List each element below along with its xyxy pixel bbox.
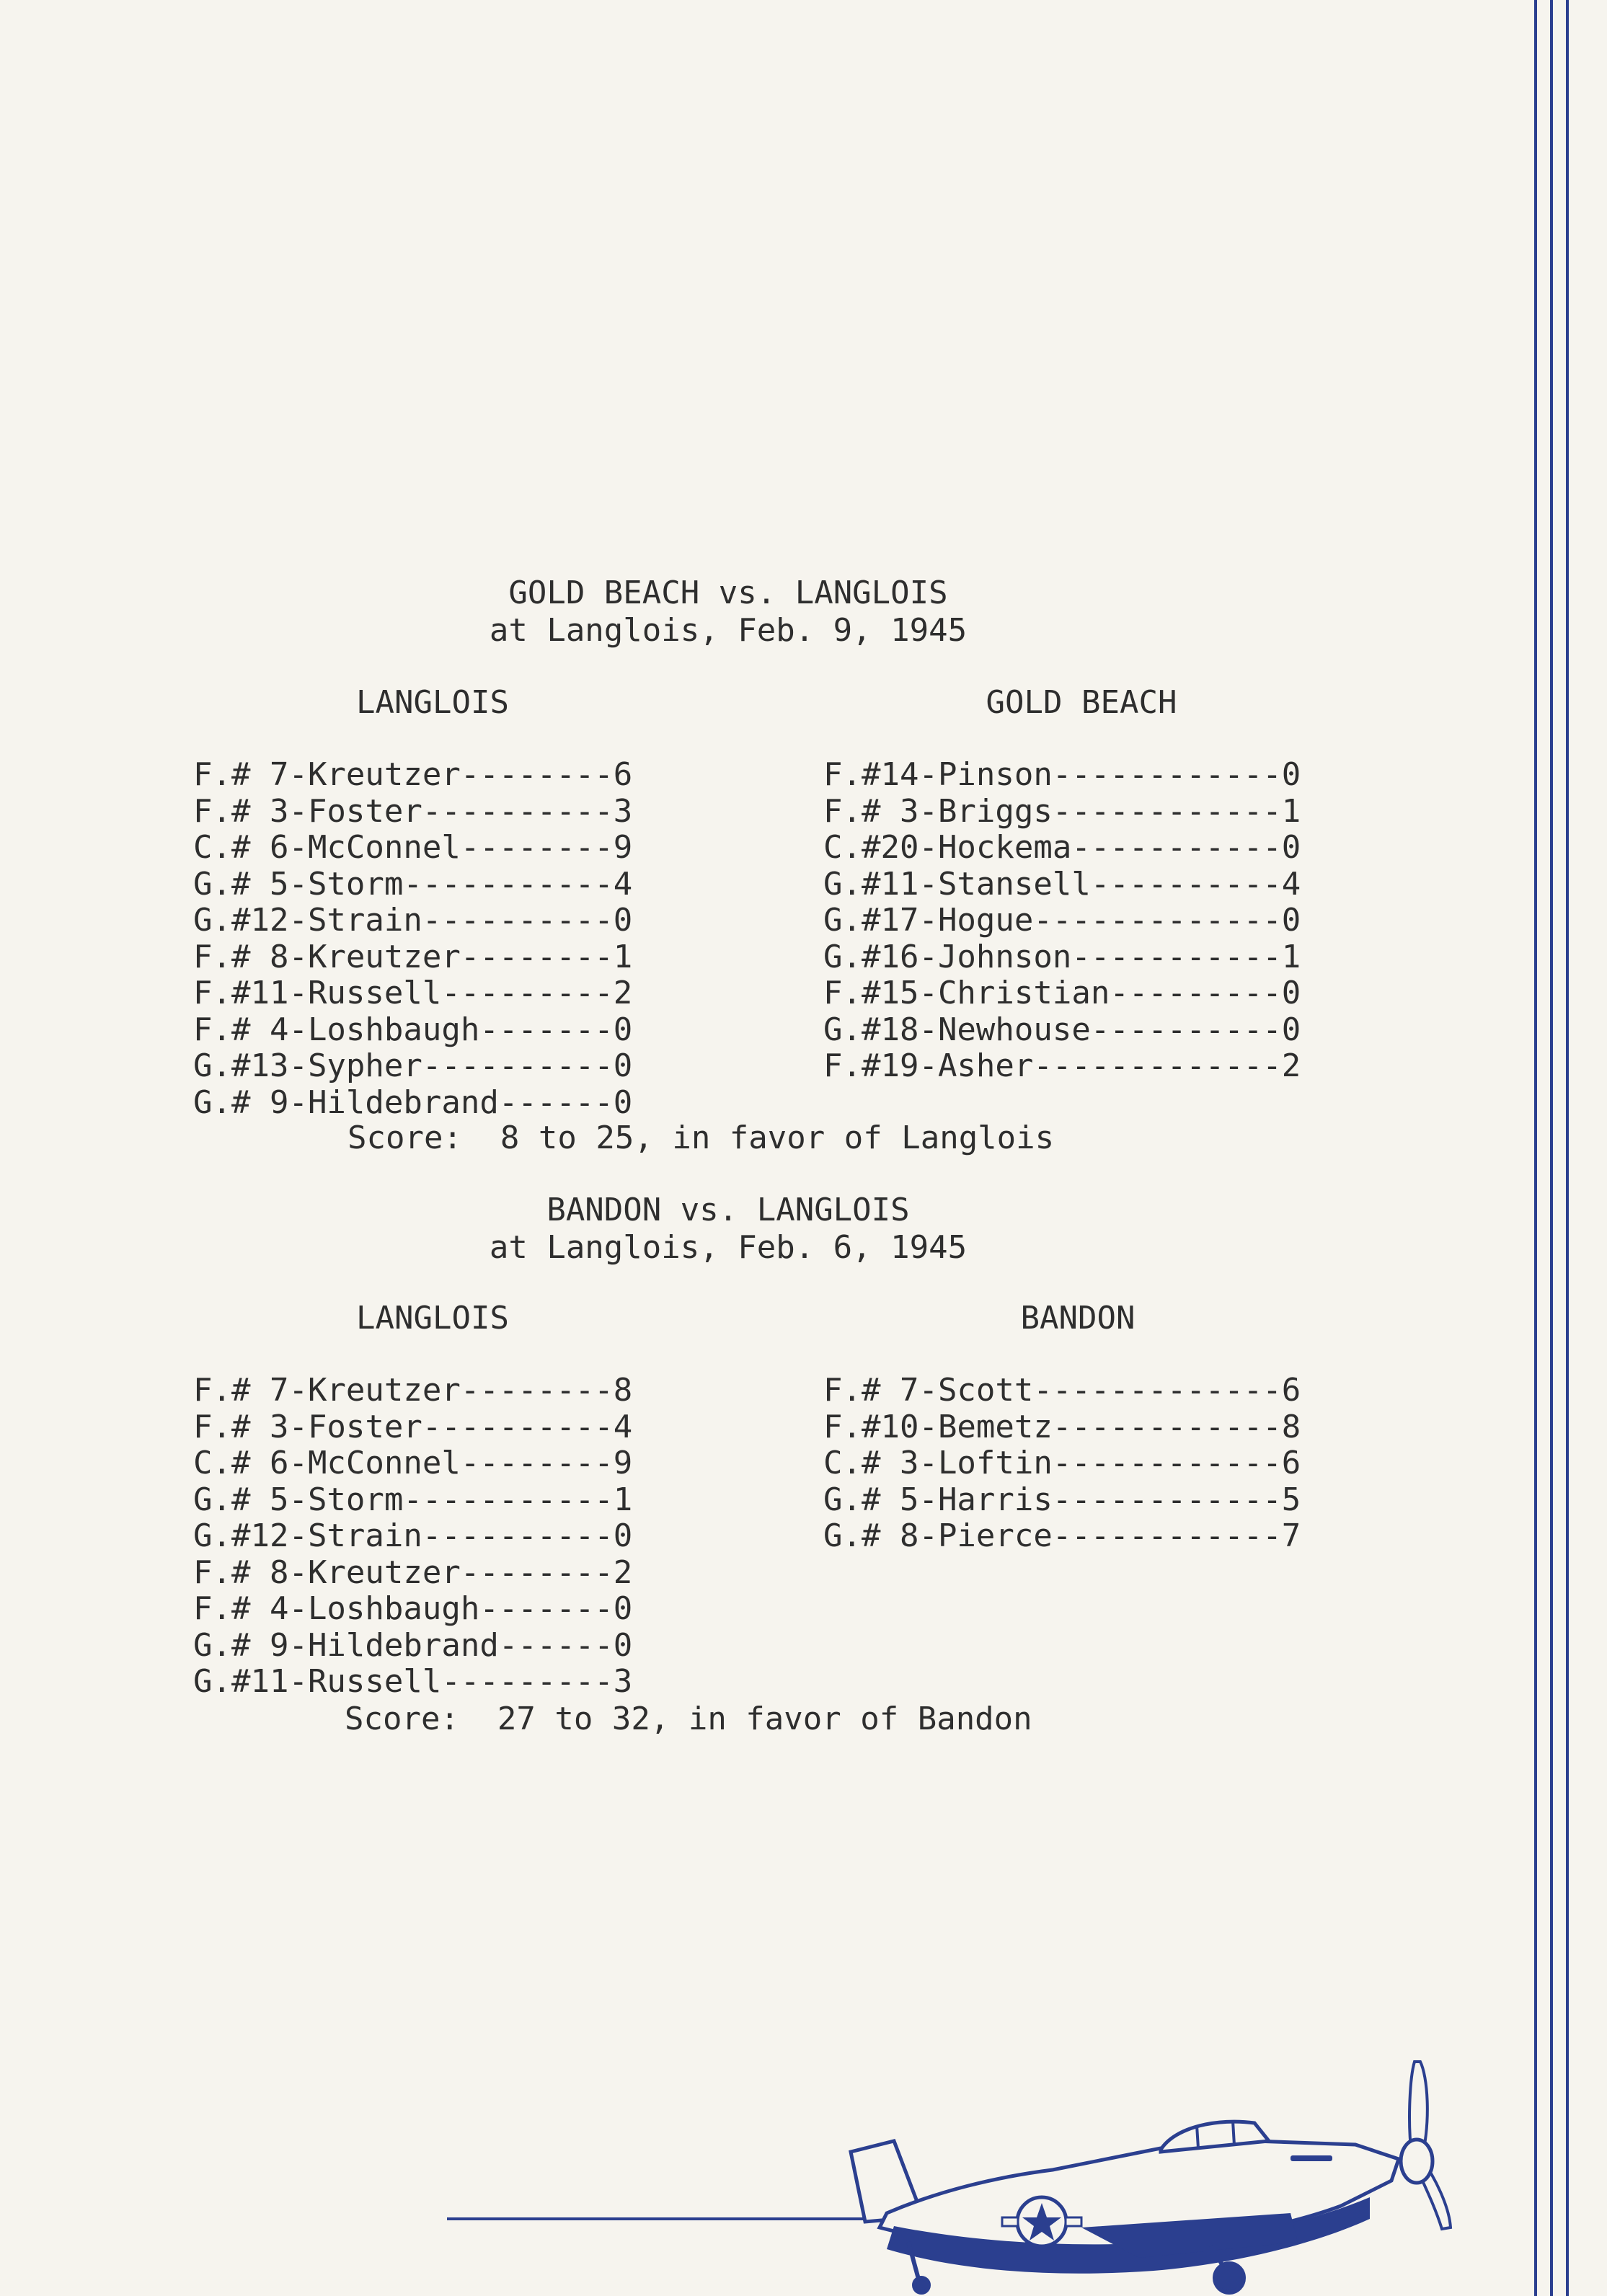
border-line-3 [1566,0,1569,2296]
player-line: F.#10-Bemetz------------8 [823,1408,1301,1445]
game2-title: BANDON vs. LANGLOIS [546,1192,910,1228]
player-line: G.# 5-Storm-----------4 [193,865,633,903]
border-line-1 [1534,0,1537,2296]
game1-right-team: GOLD BEACH [986,684,1177,721]
player-line: F.#19-Asher-------------2 [823,1047,1301,1084]
game2-right-team: BANDON [1020,1300,1135,1337]
player-line: G.#17-Hogue-------------0 [823,902,1301,939]
player-line: G.# 9-Hildebrand------0 [193,1626,633,1664]
player-line: G.#12-Strain----------0 [193,902,633,939]
player-line: F.# 3-Foster----------4 [193,1408,633,1445]
player-line: G.# 9-Hildebrand------0 [193,1083,633,1121]
game2-left-roster [193,1373,632,1701]
player-line: F.# 4-Loshbaugh-------0 [193,1590,633,1627]
player-line: C.# 3-Loftin------------6 [823,1445,1301,1481]
player-line: G.#13-Sypher----------0 [193,1047,633,1084]
player-line: F.# 7-Kreutzer--------6 [193,756,633,793]
player-line: F.#11-Russell---------2 [193,975,633,1011]
game1-left-roster [193,757,632,1121]
game2-right-roster [823,1373,1301,1555]
game1-location: at Langlois, Feb. 9, 1945 [489,612,968,649]
player-line: F.# 4-Loshbaugh-------0 [193,1011,633,1048]
player-line: G.# 8-Pierce------------7 [823,1517,1301,1554]
player-line: G.#16-Johnson-----------1 [823,938,1301,975]
game2-score: Score: 27 to 32, in favor of Bandon [345,1701,1032,1737]
game1-score: Score: 8 to 25, in favor of Langlois [347,1120,1055,1156]
game1-title: GOLD BEACH vs. LANGLOIS [508,575,948,611]
player-line: G.#12-Strain----------0 [193,1517,633,1554]
player-line: F.# 3-Foster----------3 [193,792,633,830]
player-line: G.#18-Newhouse----------0 [823,1011,1301,1048]
player-line: F.# 7-Scott-------------6 [823,1372,1301,1409]
game1-left-team: LANGLOIS [356,684,509,721]
player-line: C.# 6-McConnel--------9 [193,1445,633,1481]
player-line: F.# 3-Briggs------------1 [823,792,1301,830]
player-line: F.#15-Christian---------0 [823,975,1301,1011]
game2-left-team: LANGLOIS [356,1300,509,1337]
player-line: F.#14-Pinson------------0 [823,756,1301,793]
player-line: G.# 5-Storm-----------1 [193,1481,633,1518]
player-line: C.# 6-McConnel--------9 [193,829,633,866]
player-line: F.# 7-Kreutzer--------8 [193,1372,633,1409]
player-line: G.#11-Russell---------3 [193,1663,633,1700]
player-line: F.# 8-Kreutzer--------2 [193,1553,633,1591]
game1-right-roster [823,757,1301,1085]
player-line: G.#11-Stansell----------4 [823,865,1301,903]
player-line: F.# 8-Kreutzer--------1 [193,938,633,975]
player-line: G.# 5-Harris------------5 [823,1481,1301,1518]
player-line: C.#20-Hockema-----------0 [823,829,1301,866]
game2-location: at Langlois, Feb. 6, 1945 [489,1229,968,1266]
border-line-2 [1550,0,1553,2296]
airplane-illustration [433,2033,1485,2296]
